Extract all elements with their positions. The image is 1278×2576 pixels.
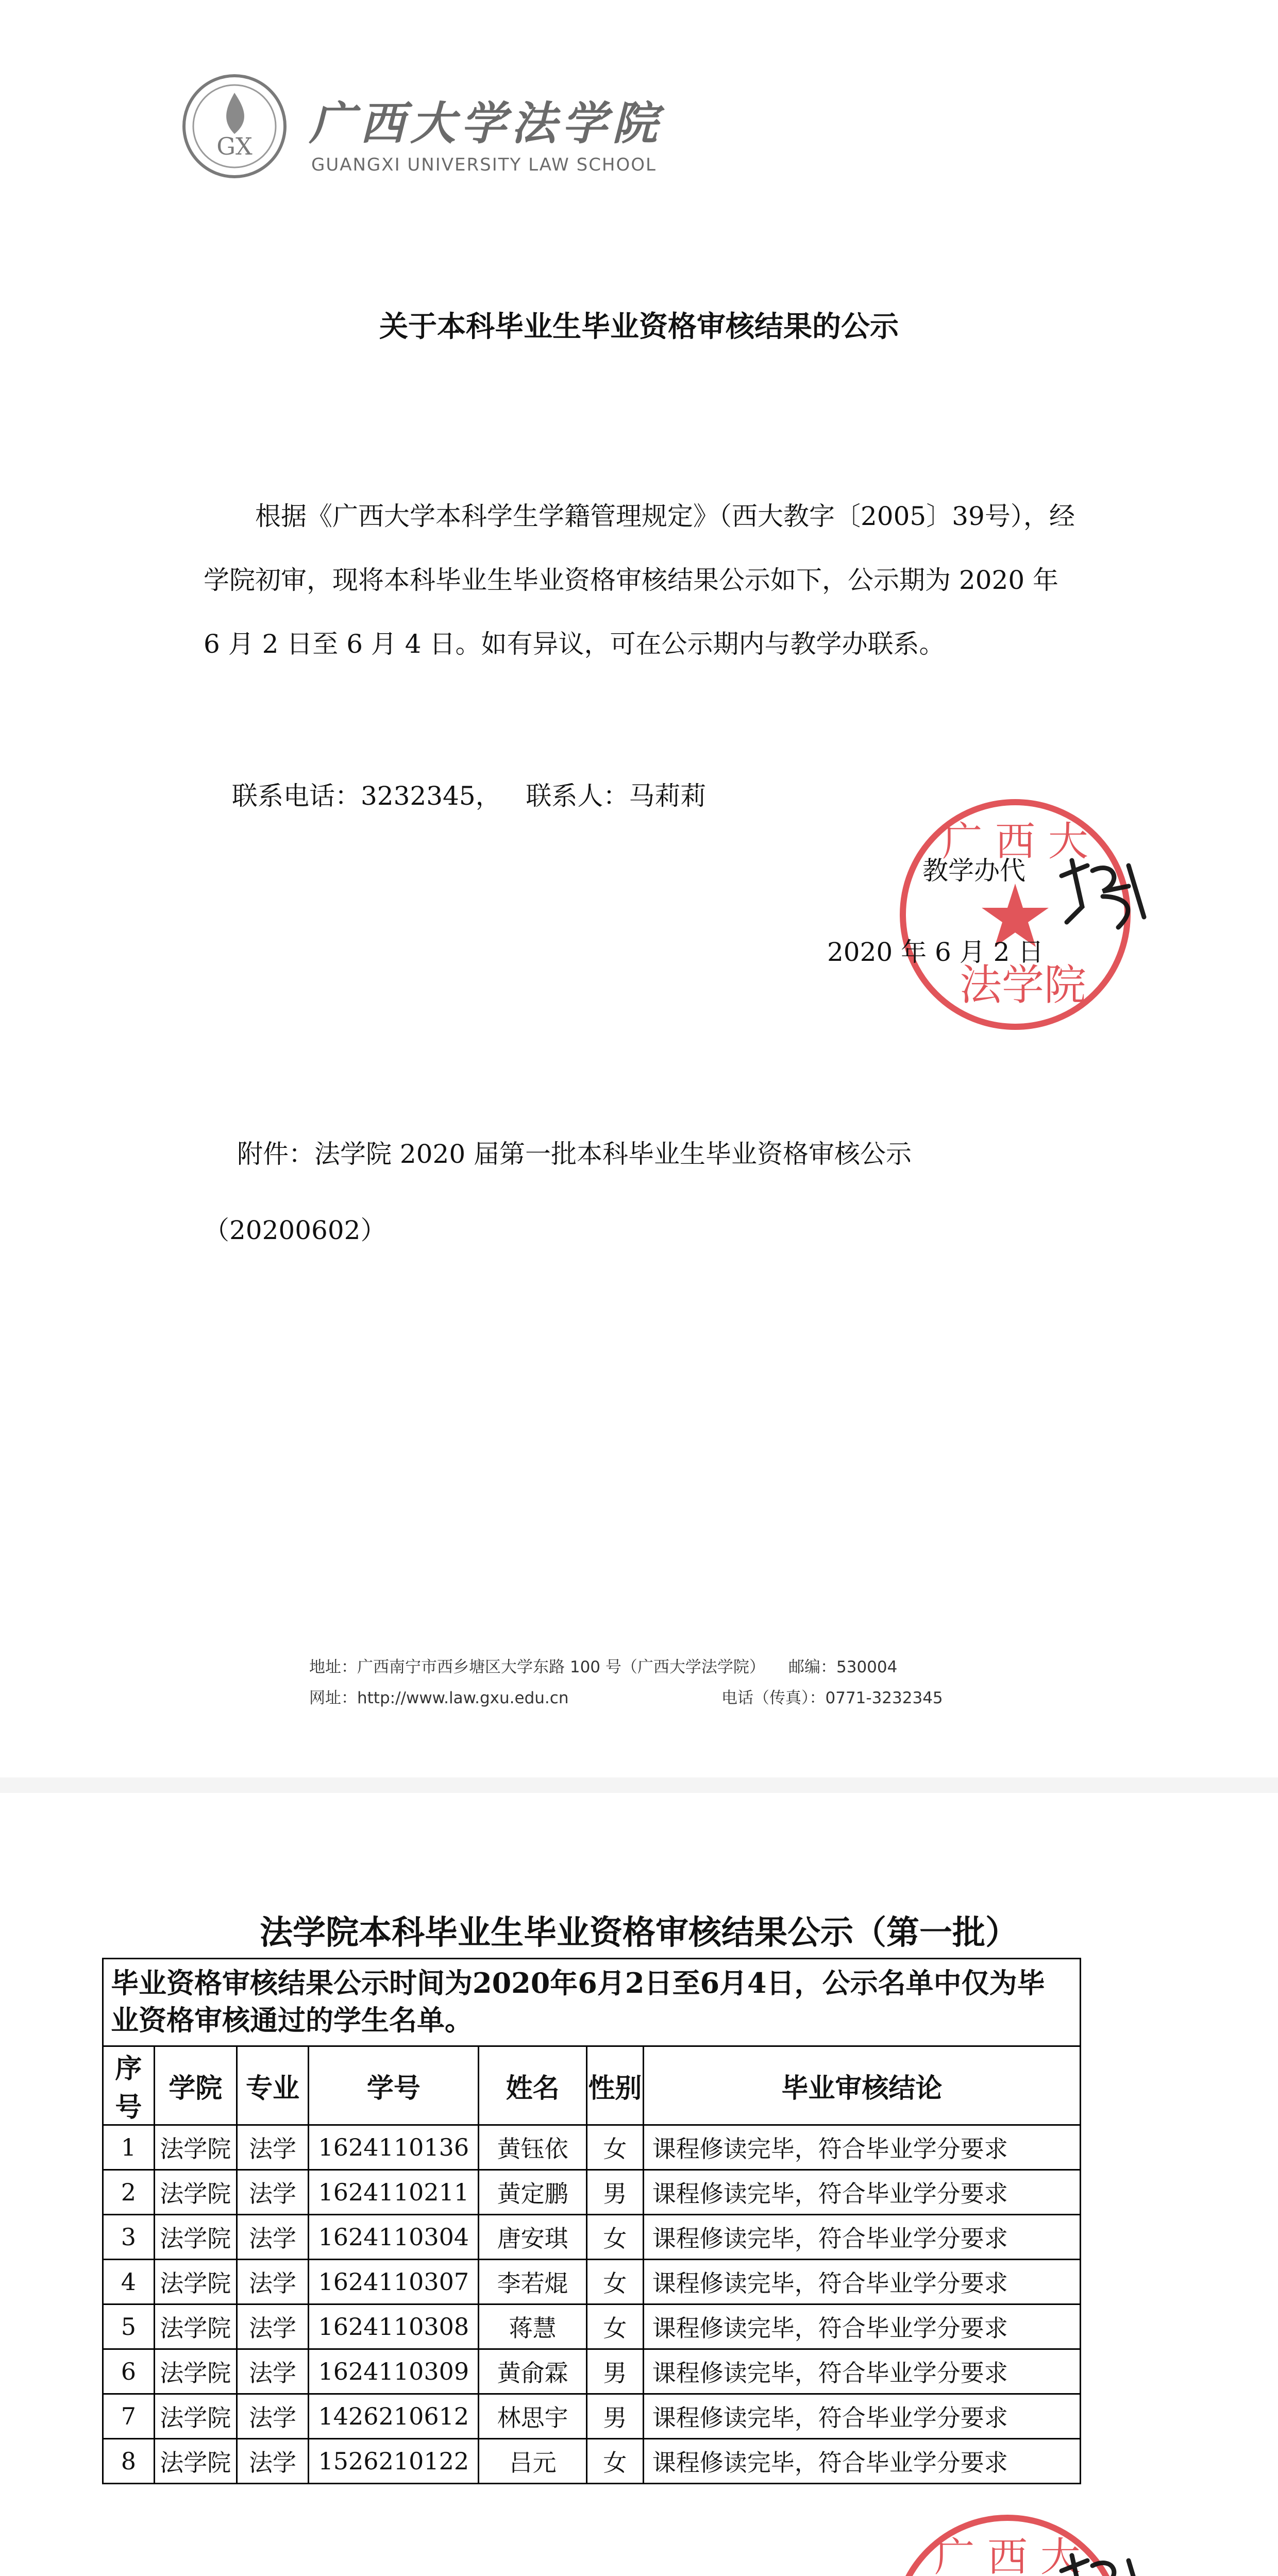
cell-gender: 男 <box>586 2394 643 2439</box>
column-header: 专业 <box>237 2046 309 2125</box>
footer-phone: 电话（传真）：0771-3232345 <box>721 1689 943 1707</box>
cell-index: 1 <box>103 2125 155 2170</box>
cell-major: 法学 <box>237 2125 309 2170</box>
cell-index: 4 <box>103 2260 155 2304</box>
handwritten-signature-icon <box>1051 2540 1154 2576</box>
notice-title: 关于本科毕业生毕业资格审核结果的公示 <box>379 310 899 344</box>
university-logo-icon <box>180 72 289 180</box>
cell-college: 法学院 <box>154 2439 237 2484</box>
cell-index: 5 <box>103 2304 155 2349</box>
table-row <box>103 2349 1081 2394</box>
table-row <box>103 2170 1081 2215</box>
cell-name: 黄钰依 <box>479 2125 587 2170</box>
cell-index: 7 <box>103 2394 155 2439</box>
column-header: 序号 <box>103 2046 155 2125</box>
cell-gender: 女 <box>586 2439 643 2484</box>
cell-student-id: 1624110211 <box>309 2170 479 2215</box>
attachment-line: 附件：法学院 2020 届第一批本科毕业生毕业资格审核公示 <box>237 1139 912 1169</box>
column-header: 毕业审核结论 <box>643 2046 1080 2125</box>
handwritten-signature-icon <box>1051 845 1154 938</box>
column-header: 性别 <box>586 2046 643 2125</box>
cell-college: 法学院 <box>154 2394 237 2439</box>
attachment-code: （20200602） <box>204 1215 386 1245</box>
cell-major: 法学 <box>237 2349 309 2394</box>
cell-college: 法学院 <box>154 2304 237 2349</box>
results-notice: 毕业资格审核结果公示时间为2020年6月2日至6月4日，公示名单中仅为毕业资格审核通过的学生名单。 <box>102 1958 1081 2045</box>
results-table <box>102 2045 1081 2484</box>
table-row <box>103 2394 1081 2439</box>
table-header-row <box>103 2046 1081 2125</box>
seal-top-text: 广 西 大 <box>942 819 1088 865</box>
table-row <box>103 2260 1081 2304</box>
svg-text:GX: GX <box>216 132 253 160</box>
column-header: 学院 <box>154 2046 237 2125</box>
cell-index: 3 <box>103 2215 155 2260</box>
notice-date: 2020 年 6 月 2 日 <box>827 937 1044 967</box>
cell-conclusion: 课程修读完毕，符合毕业学分要求 <box>643 2260 1080 2304</box>
cell-major: 法学 <box>237 2304 309 2349</box>
cell-name: 唐安琪 <box>479 2215 587 2260</box>
cell-gender: 女 <box>586 2260 643 2304</box>
column-header: 姓名 <box>479 2046 587 2125</box>
cell-student-id: 1426210612 <box>309 2394 479 2439</box>
cell-major: 法学 <box>237 2439 309 2484</box>
table-row <box>103 2215 1081 2260</box>
office-signature: 教学办代 <box>922 856 1025 886</box>
cell-conclusion: 课程修读完毕，符合毕业学分要求 <box>643 2394 1080 2439</box>
cell-student-id: 1624110136 <box>309 2125 479 2170</box>
seal-bottom-text: 法学院 <box>959 961 1087 1010</box>
cell-conclusion: 课程修读完毕，符合毕业学分要求 <box>643 2439 1080 2484</box>
cell-name: 黄俞霖 <box>479 2349 587 2394</box>
cell-major: 法学 <box>237 2215 309 2260</box>
cell-name: 林思宇 <box>479 2394 587 2439</box>
notice-paragraph: 根据《广西大学本科学生学籍管理规定》（西大教字〔2005〕39号），经学院初审，现将本科毕业生毕业资格审核结果公示如下，公示期为 2020 年 6 月 2 日至 6 月 4 日。如有异议，可在公示期内与教学办联系。 <box>204 501 1075 659</box>
cell-index: 8 <box>103 2439 155 2484</box>
cell-conclusion: 课程修读完毕，符合毕业学分要求 <box>643 2304 1080 2349</box>
school-name-en: GUANGXI UNIVERSITY LAW SCHOOL <box>311 155 657 175</box>
cell-conclusion: 课程修读完毕，符合毕业学分要求 <box>643 2170 1080 2215</box>
cell-student-id: 1624110308 <box>309 2304 479 2349</box>
cell-gender: 女 <box>586 2304 643 2349</box>
cell-conclusion: 课程修读完毕，符合毕业学分要求 <box>643 2215 1080 2260</box>
table-row <box>103 2125 1081 2170</box>
cell-student-id: 1624110304 <box>309 2215 479 2260</box>
cell-name: 蒋慧 <box>479 2304 587 2349</box>
cell-index: 6 <box>103 2349 155 2394</box>
cell-major: 法学 <box>237 2170 309 2215</box>
cell-name: 李若焜 <box>479 2260 587 2304</box>
footer-website: 网址：http://www.law.gxu.edu.cn <box>309 1689 569 1707</box>
results-title: 法学院本科毕业生毕业资格审核结果公示（第一批） <box>260 1913 1018 1952</box>
cell-major: 法学 <box>237 2260 309 2304</box>
page-separator <box>0 1777 1278 1793</box>
cell-conclusion: 课程修读完毕，符合毕业学分要求 <box>643 2349 1080 2394</box>
cell-gender: 女 <box>586 2215 643 2260</box>
cell-college: 法学院 <box>154 2170 237 2215</box>
seal-top-text: 广 西 大 <box>934 2534 1081 2576</box>
cell-gender: 男 <box>586 2349 643 2394</box>
cell-college: 法学院 <box>154 2260 237 2304</box>
footer-postcode: 邮编：530004 <box>788 1658 898 1676</box>
cell-student-id: 1624110307 <box>309 2260 479 2304</box>
cell-index: 2 <box>103 2170 155 2215</box>
cell-college: 法学院 <box>154 2215 237 2260</box>
footer-address: 地址：广西南宁市西乡塘区大学东路 100 号（广西大学法学院） <box>309 1658 765 1676</box>
cell-major: 法学 <box>237 2394 309 2439</box>
cell-name: 吕元 <box>479 2439 587 2484</box>
cell-conclusion: 课程修读完毕，符合毕业学分要求 <box>643 2125 1080 2170</box>
cell-college: 法学院 <box>154 2125 237 2170</box>
cell-student-id: 1624110309 <box>309 2349 479 2394</box>
contact-line: 联系电话：3232345， 联系人：马莉莉 <box>232 781 707 811</box>
cell-gender: 男 <box>586 2170 643 2215</box>
cell-name: 黄定鹏 <box>479 2170 587 2215</box>
table-row <box>103 2439 1081 2484</box>
column-header: 学号 <box>309 2046 479 2125</box>
cell-student-id: 1526210122 <box>309 2439 479 2484</box>
cell-college: 法学院 <box>154 2349 237 2394</box>
table-row <box>103 2304 1081 2349</box>
cell-gender: 女 <box>586 2125 643 2170</box>
school-name-cn: 广西大学法学院 <box>309 96 663 150</box>
